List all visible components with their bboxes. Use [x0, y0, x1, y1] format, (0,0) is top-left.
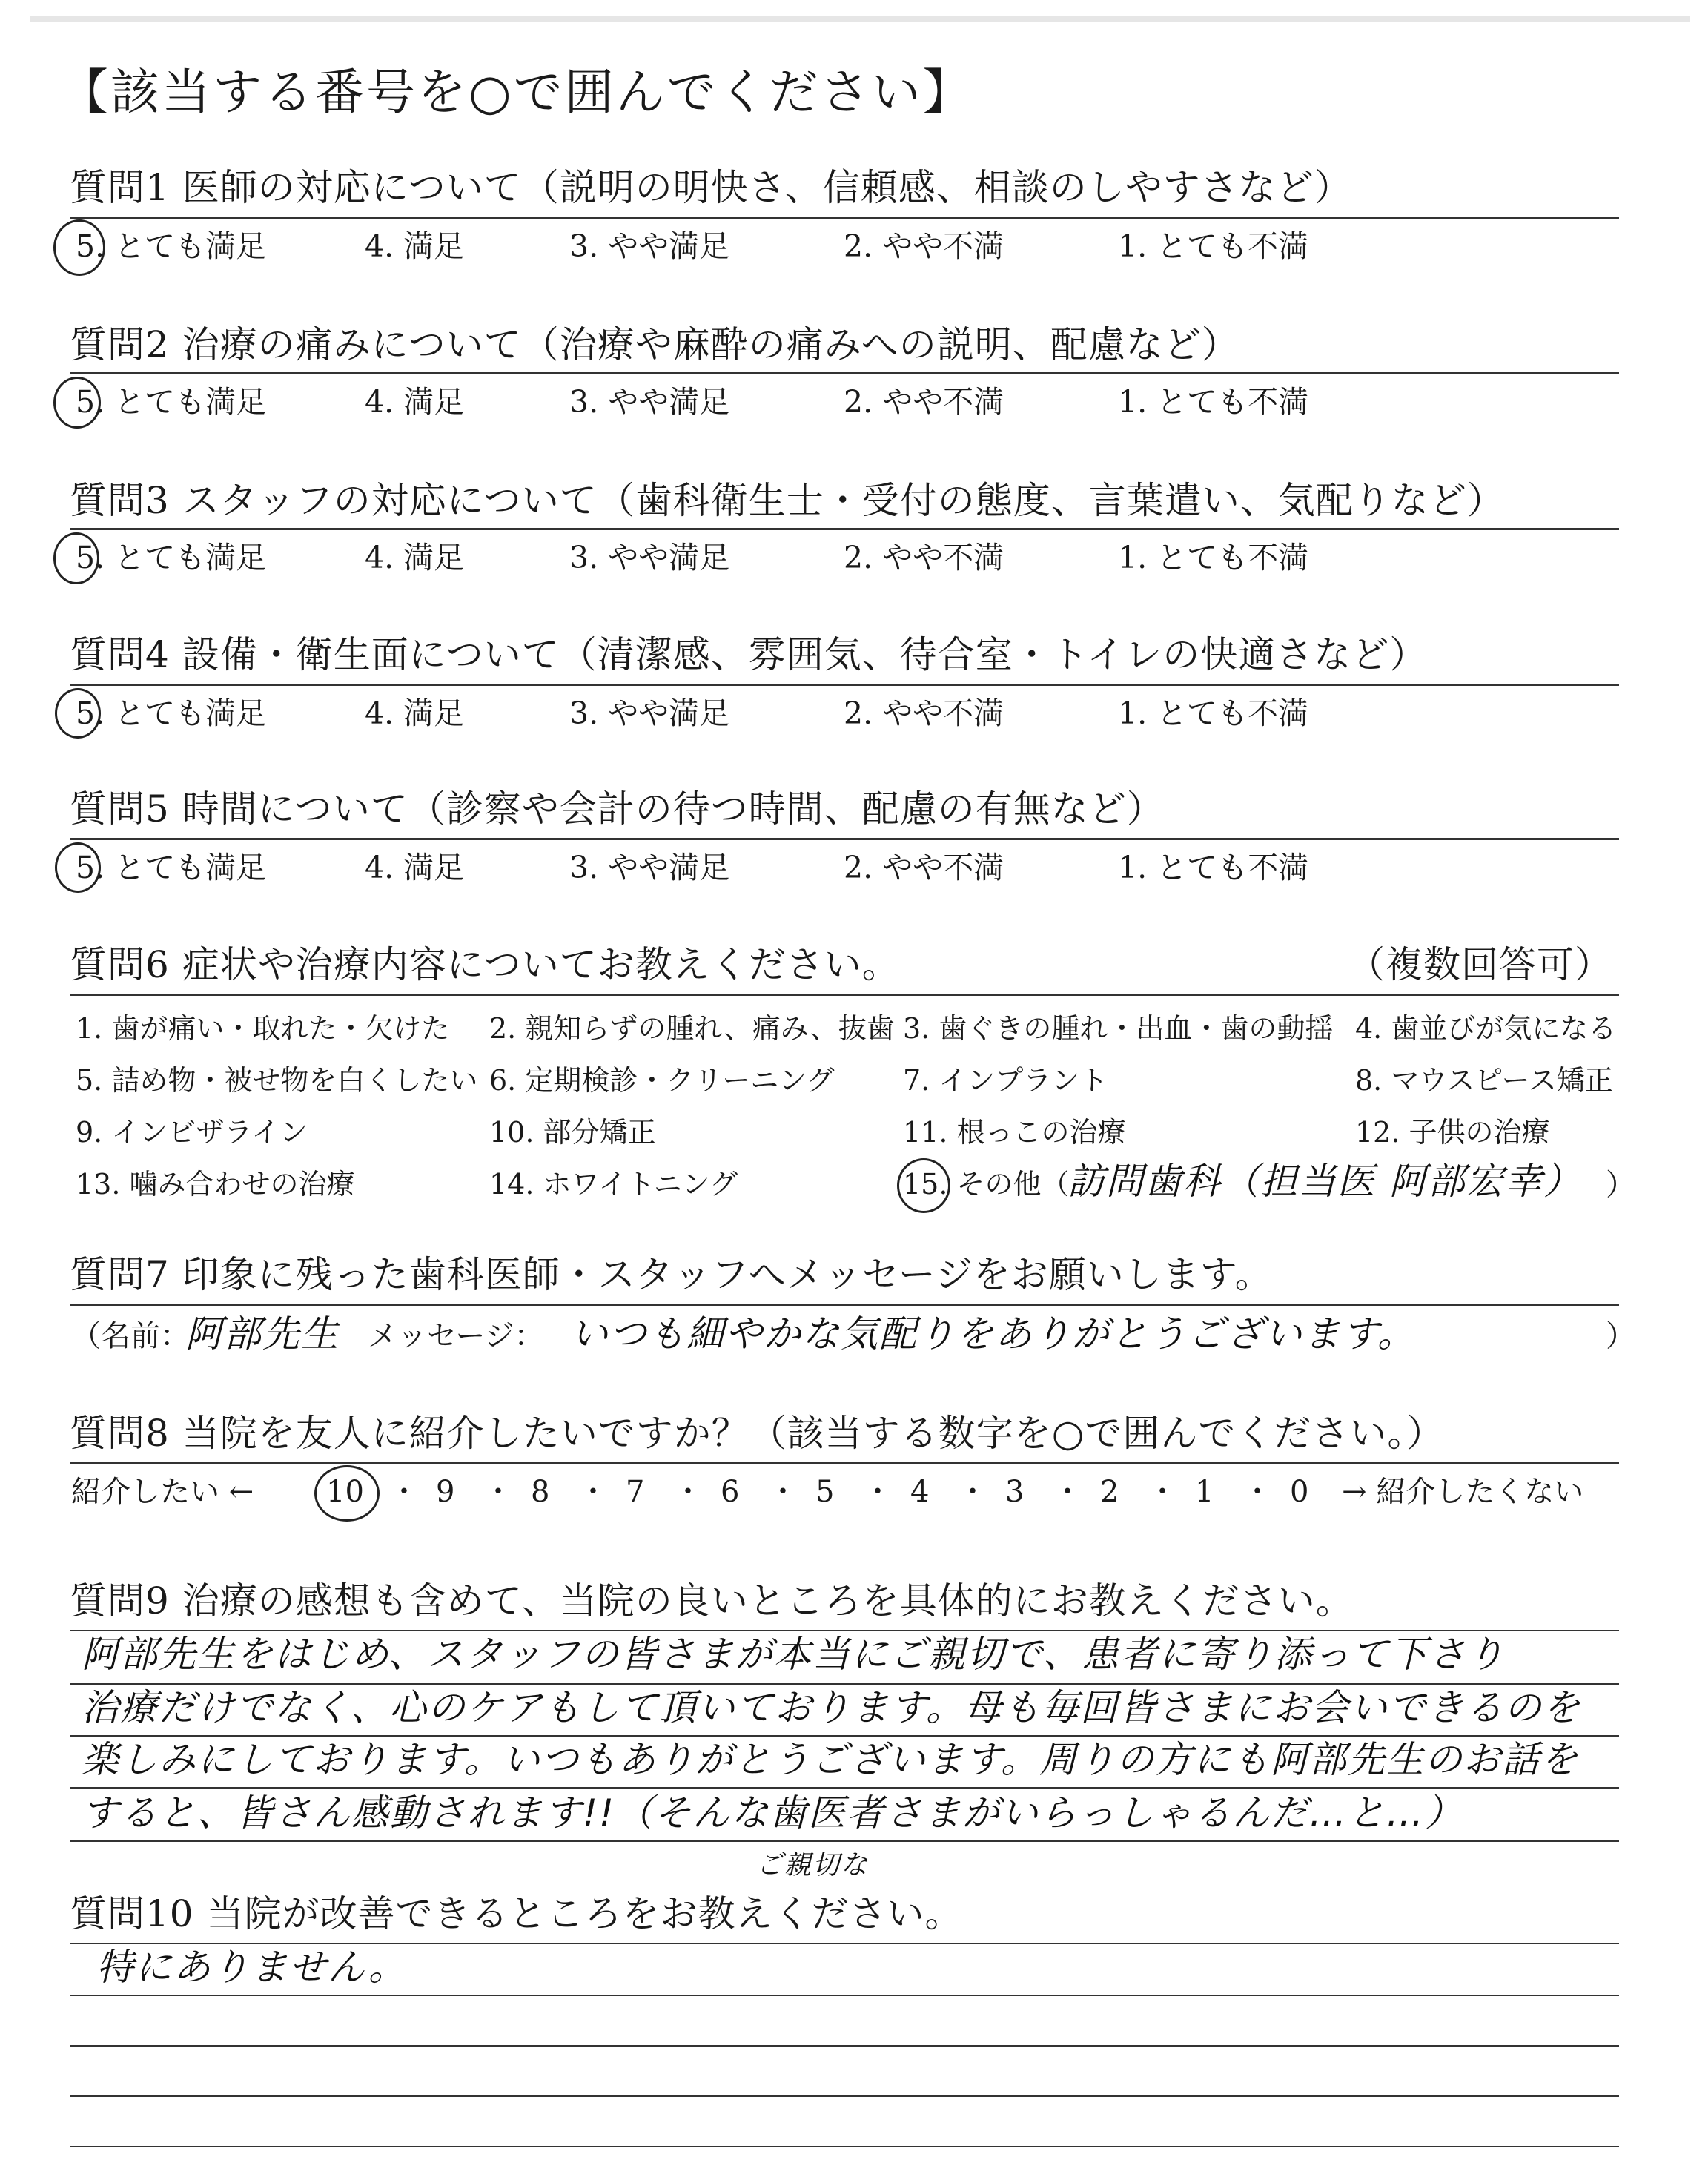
rating-option-3[interactable]: 3. やや満足: [569, 540, 730, 575]
symptom-option[interactable]: 13. 噛み合わせの治療: [76, 1168, 355, 1200]
divider: [70, 994, 1619, 996]
scale-separator: ・: [768, 1475, 798, 1509]
symptom-option[interactable]: 3. 歯ぐきの腫れ・出血・歯の動揺: [903, 1012, 1334, 1045]
rating-option-2[interactable]: 2. やや不満: [844, 228, 1004, 264]
scale-separator: ・: [389, 1475, 419, 1509]
rating-option-4[interactable]: 4. 満足: [365, 540, 465, 575]
rating-option-3[interactable]: 3. やや満足: [569, 384, 730, 420]
scale-value-0[interactable]: 0: [1290, 1475, 1309, 1509]
message-label: メッセージ：: [368, 1319, 544, 1353]
selection-circle: [897, 1158, 950, 1213]
symptom-option[interactable]: 7. インプラント: [903, 1064, 1108, 1097]
answer-line-3[interactable]: 楽しみにしております。いつもありがとうございます。周りの方にも阿部先生のお話を: [82, 1738, 1579, 1781]
answer-line: [70, 1735, 1619, 1737]
rating-option-2[interactable]: 2. やや不満: [844, 384, 1004, 420]
symptom-option[interactable]: 10. 部分矯正: [489, 1116, 656, 1149]
scale-value-10[interactable]: 10: [326, 1475, 364, 1509]
rating-option-1[interactable]: 1. とても不満: [1118, 228, 1309, 264]
top-border: [30, 16, 1690, 22]
scale-value-6[interactable]: 6: [721, 1475, 740, 1509]
rating-option-5[interactable]: 5. とても満足: [76, 850, 267, 885]
rating-option-5[interactable]: 5. とても満足: [76, 540, 267, 575]
scale-value-9[interactable]: 9: [436, 1475, 455, 1509]
other-handwritten-answer: 訪問歯科（担当医 阿部宏幸）: [1068, 1160, 1582, 1203]
rating-option-1[interactable]: 1. とても不満: [1118, 696, 1309, 731]
symptom-option[interactable]: 1. 歯が痛い・取れた・欠けた: [76, 1012, 450, 1045]
symptom-option[interactable]: 9. インビザライン: [76, 1116, 308, 1149]
rating-option-1[interactable]: 1. とても不満: [1118, 850, 1309, 885]
scale-separator: ・: [483, 1475, 513, 1509]
scale-separator: ・: [863, 1475, 893, 1509]
answer-line: [70, 1995, 1619, 1996]
name-label: （名前：: [71, 1319, 190, 1353]
rating-option-5[interactable]: 5. とても満足: [76, 696, 267, 731]
scale-value-7[interactable]: 7: [626, 1475, 645, 1509]
divider: [70, 684, 1619, 686]
rating-option-1[interactable]: 1. とても不満: [1118, 540, 1309, 575]
divider: [70, 372, 1619, 374]
question-title: 質問5 時間について（診察や会計の待つ時間、配慮の有無など）: [70, 787, 1165, 830]
question-title: 質問7 印象に残った歯科医師・スタッフへメッセージをお願いします。: [70, 1253, 1273, 1296]
scale-separator: ・: [673, 1475, 703, 1509]
answer-insertion: ご親切な: [756, 1850, 870, 1880]
scale-left-label: 紹介したい ←: [71, 1475, 254, 1509]
answer-line: [70, 2146, 1619, 2147]
question-title: 質問3 スタッフの対応について（歯科衛生士・受付の態度、言葉遣い、気配りなど）: [70, 479, 1505, 522]
scale-right-label: → 紹介したくない: [1342, 1475, 1584, 1509]
rating-option-4[interactable]: 4. 満足: [365, 850, 465, 885]
message-close-paren: ）: [1606, 1319, 1635, 1353]
divider: [70, 1304, 1619, 1306]
scale-value-1[interactable]: 1: [1195, 1475, 1214, 1509]
selection-circle: [53, 532, 99, 584]
symptom-option[interactable]: 5. 詰め物・被せ物を白くしたい: [76, 1064, 478, 1097]
rating-option-1[interactable]: 1. とても不満: [1118, 384, 1309, 420]
answer-text[interactable]: 特にありません。: [96, 1946, 407, 1989]
scale-value-5[interactable]: 5: [815, 1475, 835, 1509]
answer-line-2[interactable]: 治療だけでなく、心のケアもして頂いております。母も毎回皆さまにお会いできるのを: [82, 1686, 1581, 1729]
answer-line-1[interactable]: 阿部先生をはじめ、スタッフの皆さまが本当にご親切で、患者に寄り添って下さり: [82, 1633, 1506, 1676]
scale-value-3[interactable]: 3: [1005, 1475, 1025, 1509]
divider: [70, 838, 1619, 840]
page-title: 【該当する番号を○で囲んでください】: [59, 64, 974, 121]
name-value[interactable]: 阿部先生: [185, 1312, 340, 1355]
answer-line: [70, 1943, 1619, 1944]
rating-option-2[interactable]: 2. やや不満: [844, 850, 1004, 885]
rating-option-4[interactable]: 4. 満足: [365, 696, 465, 731]
symptom-option-other[interactable]: 15. その他（: [903, 1168, 1070, 1200]
scale-value-8[interactable]: 8: [531, 1475, 550, 1509]
selection-circle: [53, 377, 101, 429]
symptom-option[interactable]: 4. 歯並びが気になる: [1355, 1012, 1617, 1045]
other-close-paren: ）: [1606, 1168, 1635, 1202]
question-title: 質問6 症状や治療内容についてお教えください。: [70, 943, 900, 986]
scale-separator: ・: [1242, 1475, 1272, 1509]
symptom-option[interactable]: 6. 定期検診・クリーニング: [489, 1064, 835, 1097]
rating-option-5[interactable]: 5. とても満足: [76, 228, 267, 264]
scale-separator: ・: [578, 1475, 608, 1509]
rating-option-5[interactable]: 5. とても満足: [76, 384, 267, 420]
symptom-option[interactable]: 11. 根っこの治療: [903, 1116, 1126, 1149]
multiple-answer-note: （複数回答可）: [1348, 943, 1612, 986]
answer-line: [70, 1840, 1619, 1842]
answer-line: [70, 1683, 1619, 1685]
question-title: 質問9 治療の感想も含めて、当院の良いところを具体的にお教えください。: [70, 1579, 1354, 1622]
message-value[interactable]: いつも細やかな気配りをありがとうございます。: [571, 1312, 1416, 1355]
rating-option-4[interactable]: 4. 満足: [365, 228, 465, 264]
rating-option-3[interactable]: 3. やや満足: [569, 696, 730, 731]
symptom-option[interactable]: 14. ホワイトニング: [489, 1168, 738, 1200]
rating-option-4[interactable]: 4. 満足: [365, 384, 465, 420]
rating-option-3[interactable]: 3. やや満足: [569, 850, 730, 885]
answer-line: [70, 2095, 1619, 2097]
question-title: 質問4 設備・衛生面について（清潔感、雰囲気、待合室・トイレの快適さなど）: [70, 633, 1428, 676]
question-title: 質問2 治療の痛みについて（治療や麻酔の痛みへの説明、配慮など）: [70, 323, 1239, 366]
question-title: 質問10 当院が改善できるところをお教えください。: [70, 1892, 963, 1935]
scale-value-2[interactable]: 2: [1100, 1475, 1119, 1509]
question-title: 質問1 医師の対応について（説明の明快さ、信頼感、相談のしやすさなど）: [70, 166, 1352, 209]
question-title: 質問8 当院を友人に紹介したいですか？（該当する数字を○で囲んでください。）: [70, 1412, 1445, 1455]
answer-line: [70, 1630, 1619, 1631]
answer-line: [70, 1787, 1619, 1789]
rating-option-2[interactable]: 2. やや不満: [844, 696, 1004, 731]
divider: [70, 1462, 1619, 1464]
scale-separator: ・: [1148, 1475, 1177, 1509]
divider: [70, 217, 1619, 219]
selection-circle: [53, 219, 105, 276]
symptom-option[interactable]: 8. マウスピース矯正: [1355, 1064, 1613, 1097]
selection-circle: [55, 688, 101, 739]
answer-line-4[interactable]: すると、皆さん感動されます!!（そんな歯医者さまがいらっしゃるんだ…と…）: [82, 1791, 1464, 1834]
scale-separator: ・: [1053, 1475, 1082, 1509]
selection-circle: [314, 1465, 380, 1522]
selection-circle: [55, 842, 101, 893]
rating-option-3[interactable]: 3. やや満足: [569, 228, 730, 264]
symptom-option[interactable]: 2. 親知らずの腫れ、痛み、抜歯: [489, 1012, 895, 1045]
answer-line: [70, 2045, 1619, 2047]
scale-value-4[interactable]: 4: [910, 1475, 930, 1509]
rating-option-2[interactable]: 2. やや不満: [844, 540, 1004, 575]
symptom-option[interactable]: 12. 子供の治療: [1355, 1116, 1550, 1149]
scale-separator: ・: [958, 1475, 987, 1509]
divider: [70, 528, 1619, 530]
